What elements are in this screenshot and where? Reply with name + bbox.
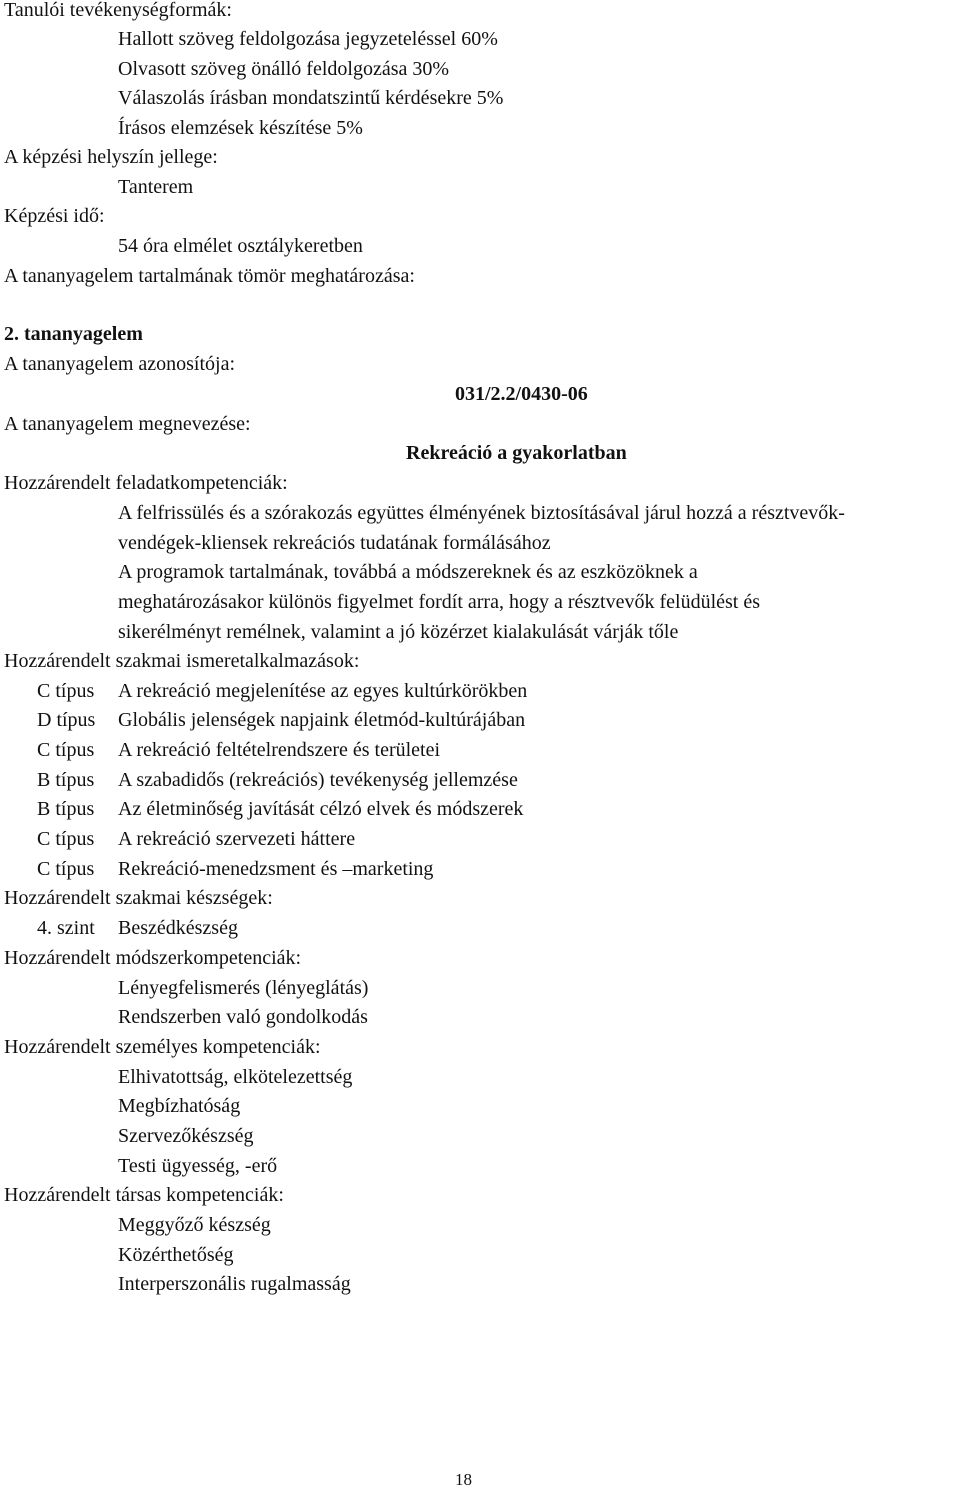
skill-level: 4. szint: [37, 917, 95, 939]
knowledge-type: D típus: [37, 709, 96, 731]
element-id-label: A tananyagelem azonosítója:: [4, 353, 236, 375]
element-name-label: A tananyagelem megnevezése:: [4, 413, 251, 435]
social-competency: Interperszonális rugalmasság: [118, 1273, 351, 1295]
element-id-value: 031/2.2/0430-06: [455, 383, 588, 405]
personal-competency: Testi ügyesség, -erő: [118, 1155, 278, 1177]
personal-competencies-heading: Hozzárendelt személyes kompetenciák:: [4, 1036, 321, 1058]
activity-item: Válaszolás írásban mondatszintű kérdésekre 5%: [118, 87, 504, 109]
knowledge-applications-heading: Hozzárendelt szakmai ismeretalkalmazások:: [4, 650, 360, 672]
task-competency-line: A programok tartalmának, továbbá a módszereknek és az eszközöknek a: [118, 561, 698, 583]
social-competencies-heading: Hozzárendelt társas kompetenciák:: [4, 1184, 284, 1206]
activity-item: Olvasott szöveg önálló feldolgozása 30%: [118, 58, 450, 80]
time-heading: Képzési idő:: [4, 205, 105, 227]
knowledge-text: Az életminőség javítását célzó elvek és módszerek: [118, 798, 524, 820]
element-name-value: Rekreáció a gyakorlatban: [406, 442, 627, 464]
method-competencies-heading: Hozzárendelt módszerkompetenciák:: [4, 947, 302, 969]
knowledge-text: A rekreáció szervezeti háttere: [118, 828, 356, 850]
location-heading: A képzési helyszín jellege:: [4, 146, 218, 168]
personal-competency: Szervezőkészség: [118, 1125, 254, 1147]
skill-text: Beszédkészség: [118, 917, 238, 939]
personal-competency: Megbízhatóság: [118, 1095, 241, 1117]
knowledge-type: C típus: [37, 680, 95, 702]
knowledge-type: C típus: [37, 858, 95, 880]
knowledge-type: B típus: [37, 769, 95, 791]
task-competency-line: sikerélményt remélnek, valamint a jó közérzet kialakulását várják tőle: [118, 621, 679, 643]
activity-item: Hallott szöveg feldolgozása jegyzeteléssel 60%: [118, 28, 498, 50]
knowledge-text: A szabadidős (rekreációs) tevékenység jellemzése: [118, 769, 518, 791]
task-competencies-heading: Hozzárendelt feladatkompetenciák:: [4, 472, 288, 494]
skills-heading: Hozzárendelt szakmai készségek:: [4, 887, 273, 909]
knowledge-type: C típus: [37, 828, 95, 850]
activity-item: Írásos elemzések készítése 5%: [118, 117, 363, 139]
knowledge-text: Rekreáció-menedzsment és –marketing: [118, 858, 434, 880]
knowledge-text: Globális jelenségek napjaink életmód-kultúrájában: [118, 709, 526, 731]
activities-heading: Tanulói tevékenységformák:: [4, 0, 232, 21]
knowledge-type: B típus: [37, 798, 95, 820]
social-competency: Meggyőző készség: [118, 1214, 271, 1236]
task-competency-line: vendégek-kliensek rekreációs tudatának formálásához: [118, 532, 551, 554]
knowledge-type: C típus: [37, 739, 95, 761]
method-competency: Rendszerben való gondolkodás: [118, 1006, 368, 1028]
task-competency-line: A felfrissülés és a szórakozás együttes élményének biztosításával járul hozzá a résztvevők-: [118, 502, 845, 524]
knowledge-text: A rekreáció feltételrendszere és területei: [118, 739, 441, 761]
element-title: 2. tananyagelem: [4, 323, 143, 345]
social-competency: Közérthetőség: [118, 1244, 234, 1266]
method-competency: Lényegfelismerés (lényeglátás): [118, 977, 369, 999]
time-value: 54 óra elmélet osztálykeretben: [118, 235, 363, 257]
knowledge-text: A rekreáció megjelenítése az egyes kultúrkörökben: [118, 680, 528, 702]
location-value: Tanterem: [118, 176, 194, 198]
personal-competency: Elhivatottság, elkötelezettség: [118, 1066, 353, 1088]
page-number: 18: [455, 1470, 472, 1489]
content-definition-heading: A tananyagelem tartalmának tömör meghatározása:: [4, 265, 415, 287]
task-competency-line: meghatározásakor különös figyelmet fordít arra, hogy a résztvevők felüdülést és: [118, 591, 761, 613]
